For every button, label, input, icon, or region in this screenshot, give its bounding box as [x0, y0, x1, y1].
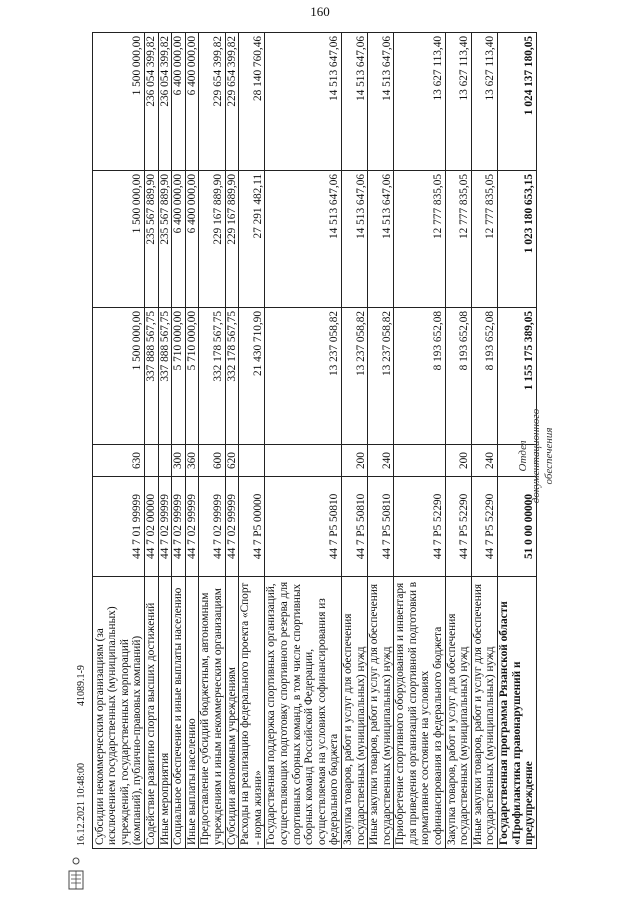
cell-v1: 332 178 567,75 — [225, 308, 239, 445]
cell-csr: 44 7 02 99999 — [185, 477, 199, 577]
cell-name: Субсидии автономным учреждениям — [225, 577, 239, 849]
cell-v2: 27 291 482,11 — [239, 171, 265, 308]
cell-name: Приобретение спортивного оборудования и инвентаря для приведения организаций спортивной подготовки в нормативное состояние на условиях софинансирования из федерального бюджета — [394, 577, 445, 849]
cell-v1: 13 237 058,82 — [265, 308, 342, 445]
cell-csr: 44 7 02 00000 — [145, 477, 159, 577]
cell-name: Социальное обеспечение и иные выплаты населению — [172, 577, 186, 849]
footer-datetime: 16.12.2021 10:48:00 — [76, 762, 87, 846]
cell-v1: 5 710 000,00 — [185, 308, 199, 445]
cell-v2: 235 567 889,90 — [145, 171, 159, 308]
cell-name: Предоставление субсидий бюджетным, автономным учреждениям и иным некоммерческим организациям — [199, 577, 225, 849]
cell-csr: 44 7 02 99999 — [199, 477, 225, 577]
table-row — [341, 33, 367, 849]
budget-table — [92, 32, 537, 849]
cell-v3: 236 054 399,82 — [145, 33, 159, 171]
budget-table-body — [93, 33, 537, 849]
cell-v1: 8 193 652,08 — [445, 308, 471, 445]
cell-v3: 13 627 113,40 — [445, 33, 471, 171]
footer — [74, 406, 92, 876]
cell-csr: 44 7 01 99999 — [93, 477, 145, 577]
table-row — [199, 33, 225, 849]
cell-v2: 12 777 835,05 — [394, 171, 445, 308]
cell-name: Иные мероприятия — [158, 577, 172, 849]
cell-csr: 51 0 00 00000 — [498, 477, 537, 577]
cell-vr: 630 — [93, 445, 145, 477]
table-row — [185, 33, 199, 849]
cell-v2: 14 513 647,06 — [341, 171, 367, 308]
table-row — [368, 33, 394, 849]
cell-v1: 1 500 000,00 — [93, 308, 145, 445]
cell-csr: 44 7 P5 50810 — [265, 477, 342, 577]
cell-v2: 1 500 000,00 — [93, 171, 145, 308]
cell-name: Расходы на реализацию федерального проекта «Спорт - норма жизни» — [239, 577, 265, 849]
cell-v3: 1 500 000,00 — [93, 33, 145, 171]
cell-v3: 1 024 137 180,05 — [498, 33, 537, 171]
footer-doc-code: 41089.1-9 — [76, 665, 87, 706]
cell-vr — [158, 445, 172, 477]
cell-v2: 6 400 000,00 — [185, 171, 199, 308]
cell-v3: 236 054 399,82 — [158, 33, 172, 171]
cell-name: Иные выплаты населению — [185, 577, 199, 849]
cell-v1: 1 155 175 389,05 — [498, 308, 537, 445]
cell-name: Государственная программа Рязанской области «Профилактика правонарушений и предупреждение — [498, 577, 537, 849]
table-row — [172, 33, 186, 849]
cell-csr: 44 7 P5 50810 — [341, 477, 367, 577]
table-row — [145, 33, 159, 849]
table-row — [265, 33, 342, 849]
cell-v2: 229 167 889,90 — [225, 171, 239, 308]
cell-v1: 13 237 058,82 — [368, 308, 394, 445]
cell-v3: 14 513 647,06 — [368, 33, 394, 171]
cell-v2: 1 023 180 653,15 — [498, 171, 537, 308]
cell-v3: 13 627 113,40 — [471, 33, 497, 171]
cell-name: Содействие развитию спорта высших достижений — [145, 577, 159, 849]
table-row — [225, 33, 239, 849]
cell-v1: 8 193 652,08 — [394, 308, 445, 445]
table-row — [394, 33, 445, 849]
table-row — [239, 33, 265, 849]
stamp-logo-icon — [68, 855, 84, 891]
cell-csr: 44 7 P5 52290 — [394, 477, 445, 577]
cell-v3: 6 400 000,00 — [185, 33, 199, 171]
page-number: 160 — [310, 4, 330, 19]
cell-vr: 360 — [185, 445, 199, 477]
cell-vr: 240 — [368, 445, 394, 477]
cell-csr: 44 7 P5 52290 — [471, 477, 497, 577]
office-stamp-line-2: обеспечения — [543, 427, 555, 485]
cell-v3: 229 654 399,82 — [199, 33, 225, 171]
cell-name: Закупка товаров, работ и услуг для обеспечения государственных (муниципальных) нужд — [341, 577, 367, 849]
office-stamp — [517, 396, 559, 516]
cell-v3: 229 654 399,82 — [225, 33, 239, 171]
cell-csr: 44 7 P5 00000 — [239, 477, 265, 577]
cell-vr — [265, 445, 342, 477]
table-row — [445, 33, 471, 849]
cell-vr: 300 — [172, 445, 186, 477]
cell-v1: 332 178 567,75 — [199, 308, 225, 445]
cell-csr: 44 7 02 99999 — [158, 477, 172, 577]
cell-v3: 14 513 647,06 — [341, 33, 367, 171]
cell-vr: 240 — [471, 445, 497, 477]
cell-v1: 21 430 710,90 — [239, 308, 265, 445]
cell-v2: 12 777 835,05 — [471, 171, 497, 308]
cell-v2: 6 400 000,00 — [172, 171, 186, 308]
rotated-page-content — [92, 33, 574, 849]
cell-csr: 44 7 02 99999 — [172, 477, 186, 577]
cell-v1: 5 710 000,00 — [172, 308, 186, 445]
cell-v2: 14 513 647,06 — [368, 171, 394, 308]
cell-v2: 235 567 889,90 — [158, 171, 172, 308]
cell-v1: 8 193 652,08 — [471, 308, 497, 445]
office-stamp-line-1: Отдел документационного — [517, 408, 542, 504]
cell-vr: 200 — [341, 445, 367, 477]
cell-v3: 14 513 647,06 — [265, 33, 342, 171]
table-row — [158, 33, 172, 849]
cell-v1: 337 888 567,75 — [158, 308, 172, 445]
cell-vr — [394, 445, 445, 477]
cell-csr: 44 7 02 99999 — [225, 477, 239, 577]
cell-v2: 12 777 835,05 — [445, 171, 471, 308]
cell-v2: 229 167 889,90 — [199, 171, 225, 308]
cell-vr — [239, 445, 265, 477]
cell-v1: 13 237 058,82 — [341, 308, 367, 445]
cell-csr: 44 7 P5 50810 — [368, 477, 394, 577]
cell-name: Государственная поддержка спортивных организаций, осуществляющих подготовку спортивного резерва для спортивных сборных команд, в том числе спортивных сборных команд Российской Федерации, осуществляемая на условиях софинансирования из федерального бюджета — [265, 577, 342, 849]
cell-csr: 44 7 P5 52290 — [445, 477, 471, 577]
cell-name: Закупка товаров, работ и услуг для обеспечения государственных (муниципальных) нужд — [445, 577, 471, 849]
cell-v1: 337 888 567,75 — [145, 308, 159, 445]
cell-v3: 13 627 113,40 — [394, 33, 445, 171]
cell-vr: 600 — [199, 445, 225, 477]
cell-v3: 28 140 760,46 — [239, 33, 265, 171]
cell-v3: 6 400 000,00 — [172, 33, 186, 171]
cell-name: Иные закупки товаров, работ и услуг для обеспечения государственных (муниципальных) нужд — [471, 577, 497, 849]
table-row — [93, 33, 145, 849]
cell-vr: 620 — [225, 445, 239, 477]
cell-v2: 14 513 647,06 — [265, 171, 342, 308]
table-row — [471, 33, 497, 849]
cell-vr — [145, 445, 159, 477]
cell-name: Иные закупки товаров, работ и услуг для обеспечения государственных (муниципальных) нужд — [368, 577, 394, 849]
cell-vr: 200 — [445, 445, 471, 477]
cell-name: Субсидии некоммерческим организациям (за исключением государственных (муниципальных) учреждений, государственных корпораций (компаний), публично-правовых компаний) — [93, 577, 145, 849]
